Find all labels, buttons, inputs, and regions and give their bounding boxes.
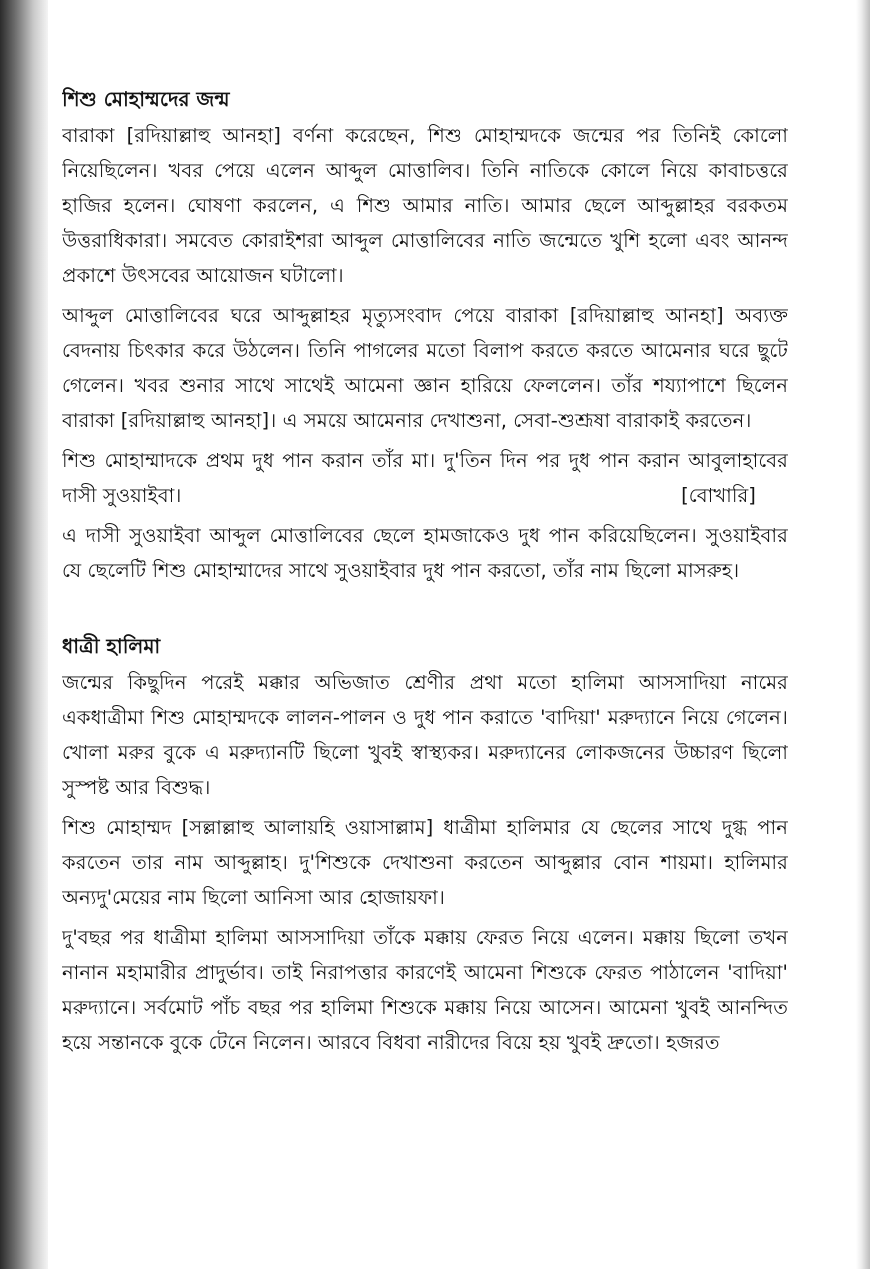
- book-page: [62, 84, 788, 1264]
- section-heading: শিশু মোহাম্মদের জন্ম: [62, 87, 230, 111]
- paragraph-text: শিশু মোহাম্মাদকে প্রথম দুধ পান করান তাঁর মা। দু'তিন দিন পর দুধ পান করান আবুলাহাবের দাসী সুওয়াইবা।: [62, 449, 788, 507]
- paragraph: এ দাসী সুওয়াইবা আব্দুল মোত্তালিবের ছেলে হামজাকেও দুধ পান করিয়েছিলেন। সুওয়াইবার যে ছেলেটি শিশু মোহাম্মাদের সাথে সুওয়াইবার দুধ পান করতো, তাঁর নাম ছিলো মাসরুহ।: [62, 524, 788, 582]
- paragraph: জন্মের কিছুদিন পরেই মক্কার অভিজাত শ্রেণীর প্রথা মতো হালিমা আসসাদিয়া নামের একধাত্রীমা শিশু মোহাম্মদকে লালন-পালন ও দুধ পান করাতে 'বাদিয়া' মরুদ্যানে নিয়ে গেলেন। খোলা মরুর বুকে এ মরুদ্যানটি ছিলো খুবই স্বাস্থ্যকর। মরুদ্যানের লোকজনের উচ্চারণ ছিলো সুস্পষ্ট আর বিশুদ্ধ।: [62, 671, 788, 799]
- section-gap: [62, 593, 788, 631]
- paragraph-with-citation: [62, 443, 788, 513]
- section-birth: [62, 84, 788, 588]
- paragraph: দু'বছর পর ধাত্রীমা হালিমা আসসাদিয়া তাঁকে মক্কায় ফেরত নিয়ে এলেন। মক্কায় ছিলো তখন নানান মহামারীর প্রাদুর্ভাব। তাই নিরাপত্তার কারণেই আমেনা শিশুকে ফেরত পাঠালেন 'বাদিয়া' মরুদ্যানে। সর্বমোট পাঁচ বছর পর হালিমা শিশুকে মক্কায় নিয়ে আসেন। আমেনা খুবই আনন্দিত হয়ে সন্তানকে বুকে টেনে নিলেন। আরবে বিধবা নারীদের বিয়ে হয় খুবই দ্রুতো। হজরত: [62, 926, 788, 1054]
- paragraph: বারাকা [রদিয়াল্লাহু আনহা] বর্ণনা করেছেন, শিশু মোহাম্মদকে জন্মের পর তিনিই কোলো নিয়েছিলেন। খবর পেয়ে এলেন আব্দুল মোত্তালিব। তিনি নাতিকে কোলে নিয়ে কাবাচত্তরে হাজির হলেন। ঘোষণা করলেন, এ শিশু আমার নাতি। আমার ছেলে আব্দুল্লাহর বরকতম উত্তরাধিকারা। সমবেত কোরাইশরা আব্দুল মোত্তালিবের নাতি জন্মেতে খুশি হলো এবং আনন্দ প্রকাশে উৎসবের আয়োজন ঘটালো।: [62, 124, 788, 287]
- scan-shadow-right: [856, 0, 870, 1269]
- paragraph: শিশু মোহাম্মদ [সল্লাল্লাহু আলায়হি ওয়াসাল্লাম] ধাত্রীমা হালিমার যে ছেলের সাথে দুগ্ধ পান করতেন তার নাম আব্দুল্লাহ। দু'শিশুকে দেখাশুনা করতেন আব্দুল্লার বোন শায়মা। হালিমার অন্যদু'মেয়ের নাম ছিলো আনিসা আর হোজায়ফা।: [62, 816, 788, 909]
- scan-shadow-left: [0, 0, 48, 1269]
- section-halima: [62, 631, 788, 1060]
- citation: [বোখারি]: [681, 484, 756, 507]
- section-heading: ধাত্রী হালিমা: [62, 634, 161, 658]
- paragraph: আব্দুল মোত্তালিবের ঘরে আব্দুল্লাহর মৃত্যুসংবাদ পেয়ে বারাকা [রদিয়াল্লাহু আনহা] অব্যক্ত বেদনায় চিৎকার করে উঠলেন। তিনি পাগলের মতো বিলাপ করতে করতে আমেনার ঘরে ছুটে গেলেন। খবর শুনার সাথে সাথেই আমেনা জ্ঞান হারিয়ে ফেললেন। তাঁর শয্যাপাশে ছিলেন বারাকা [রদিয়াল্লাহু আনহা]। এ সময়ে আমেনার দেখাশুনা, সেবা-শুশ্রূষা বারাকাই করতেন।: [62, 304, 788, 432]
